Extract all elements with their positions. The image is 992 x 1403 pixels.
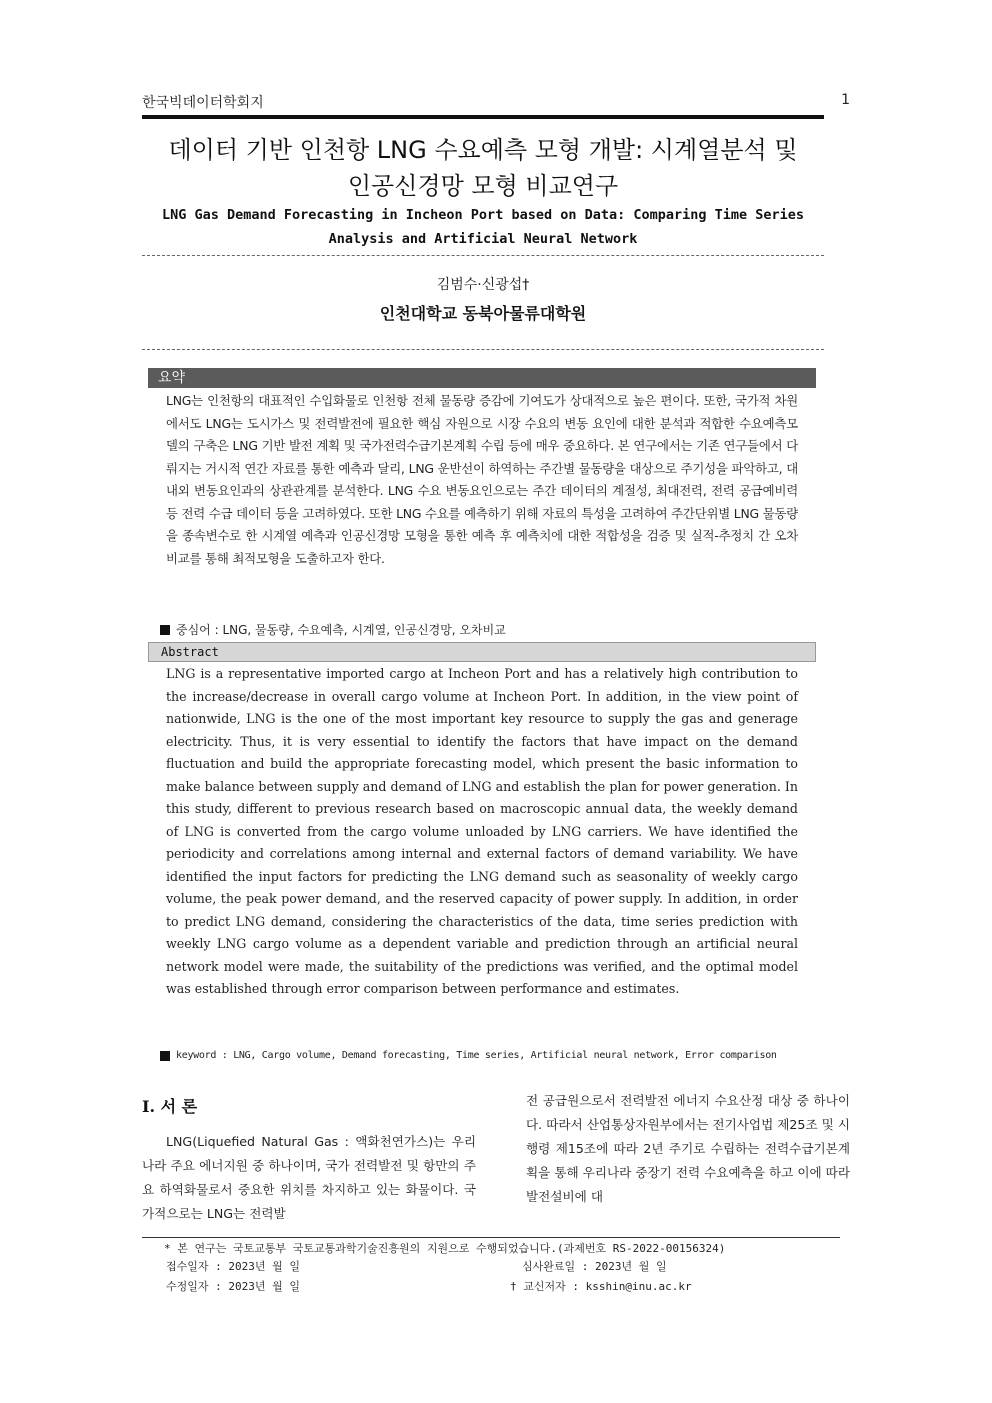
affiliation: 인천대학교 동북아물류대학원 — [379, 304, 587, 323]
korean-abstract-heading: 요약 — [158, 370, 186, 386]
korean-abstract-text: LNG는 인천항의 대표적인 수입화물로 인천항 전체 물동량 증감에 기여도가 상대적으로 높은 편이다. 또한, 국가적 차원에서도 LNG는 도시가스 및 전력발전에 필요한 핵심 자원으로 시장 수요의 변동 요인에 대한 분석과 적합한 수요예측모델의 구축은 LNG 기반 발전 계획 및 국가전력수급기본계획 수립 등에 매우 중요하다. 본 연구에서는 기존 연구들에서 다뤄지는 거시적 연간 자료를 통한 예측과 달리, LNG 운반선이 하역하는 주간별 물동량을 대상으로 주기성을 파악하고, 대내외 변동요인과의 상관관계를 분석한다. LNG 수요 변동요인으로는 주간 데이터의 계절성, 최대전력, 전력 공급예비력 등 전력 수급 데이터 등을 고려하였다. 또한 LNG 수요를 예측하기 위해 자료의 특성을 고려하여 주간단위별 LNG 물동량을 종속변수로 한 시계열 예측과 인공신경망 모형을 통한 예측 후 예측치에 대한 적합성을 검증 및 실적-추정치 간 오차비교를 통해 최적모형을 도출하고자 한다. — [166, 393, 798, 566]
revised-date: 수정일자 : 2023년 월 일 — [166, 1280, 300, 1293]
author-divider — [142, 349, 824, 350]
english-title — [142, 203, 824, 251]
section-heading: I. 서 론 — [142, 1097, 198, 1116]
english-abstract-heading-bar — [148, 642, 816, 662]
english-title-line-1: LNG Gas Demand Forecasting in Incheon Port based on Data: Comparing Time Series — [161, 207, 805, 223]
english-abstract-text: LNG is a representative imported cargo at Incheon Port and has a relatively high contribution to the increase/decrease in overall cargo volume at Incheon Port. In addition, in the view point of nationwide, LNG is the one of the most important key resource to supply the gas and generage electricity. Thus, it is very essential to identify the factors that have impact on the demand fluctuation and build the appropriate forecasting model, which present the basic information to make balance between supply and demand of LNG and establish the plan for power generation. In this study, different to previous research based on macroscopic annual data, the weekly demand of LNG is converted from the cargo volume unloaded by LNG carriers. We have identified the periodicity and correlations among internal and external factors of demand variability. We have identified the input factors for predicting the LNG demand such as seasonality of weekly cargo volume, the peak power demand, and the reserved capacity of power supply. In addition, in order to predict LNG demand, considering the characteristics of the data, time series prediction with weekly LNG cargo volume as a dependent variable and prediction through an artificial neural network model were made, the suitability of the predictions was verified, and the optimal model was established through error comparison between performance and estimates. — [166, 666, 798, 996]
funding-footnote: * 본 연구는 국토교통부 국토교통과학기술진흥원의 지원으로 수행되었습니다.(과제번호 RS-2022-00156324) — [164, 1242, 726, 1255]
square-bullet-icon — [160, 1051, 170, 1061]
body-left-column: LNG(Liquefied Natural Gas : 액화천연가스)는 우리나라 주요 에너지원 중 하나이며, 국가 전력발전 및 항만의 주요 하역화물로서 중요한 위치를 차지하고 있는 화물이다. 국가적으로는 LNG는 전력발 — [142, 1134, 476, 1221]
page-number: 1 — [841, 92, 850, 108]
korean-title — [142, 132, 824, 204]
square-bullet-icon — [160, 625, 170, 635]
korean-keywords-text: 중심어 : LNG, 물동량, 수요예측, 시계열, 인공신경망, 오차비교 — [176, 623, 506, 637]
english-title-line-2: Analysis and Artificial Neural Network — [328, 231, 638, 247]
title-divider — [142, 255, 824, 256]
korean-title-line-1: 데이터 기반 인천항 LNG 수요예측 모형 개발: 시계열분석 및 — [168, 136, 798, 164]
journal-name: 한국빅데이터학회지 — [142, 95, 264, 111]
body-right-column: 전 공급원으로서 전력발전 에너지 수요산정 대상 중 하나이다. 따라서 산업통상자원부에서는 전기사업법 제25조 및 시행령 제15조에 따라 2년 주기로 수립하는 전력수급기본계획을 통해 우리나라 중장기 전력 수요예측을 하고 이에 따라 발전설비에 대 — [526, 1093, 850, 1204]
corresponding-author: † 교신저자 : ksshin@inu.ac.kr — [510, 1280, 692, 1293]
english-keywords — [160, 1050, 777, 1061]
authors: 김범수·신광섭† — [436, 277, 530, 293]
received-date: 접수일자 : 2023년 월 일 — [166, 1260, 300, 1273]
korean-keywords — [160, 621, 506, 638]
footnote-rule — [142, 1237, 840, 1238]
korean-abstract-heading-bar — [148, 368, 816, 388]
english-abstract-heading: Abstract — [161, 645, 219, 659]
korean-title-line-2: 인공신경망 모형 비교연구 — [347, 172, 619, 200]
english-keywords-text: keyword : LNG, Cargo volume, Demand forecasting, Time series, Artificial neural network, Error comparison — [176, 1050, 777, 1061]
review-complete-date: 심사완료일 : 2023년 월 일 — [522, 1260, 667, 1273]
header-rule — [142, 115, 824, 119]
